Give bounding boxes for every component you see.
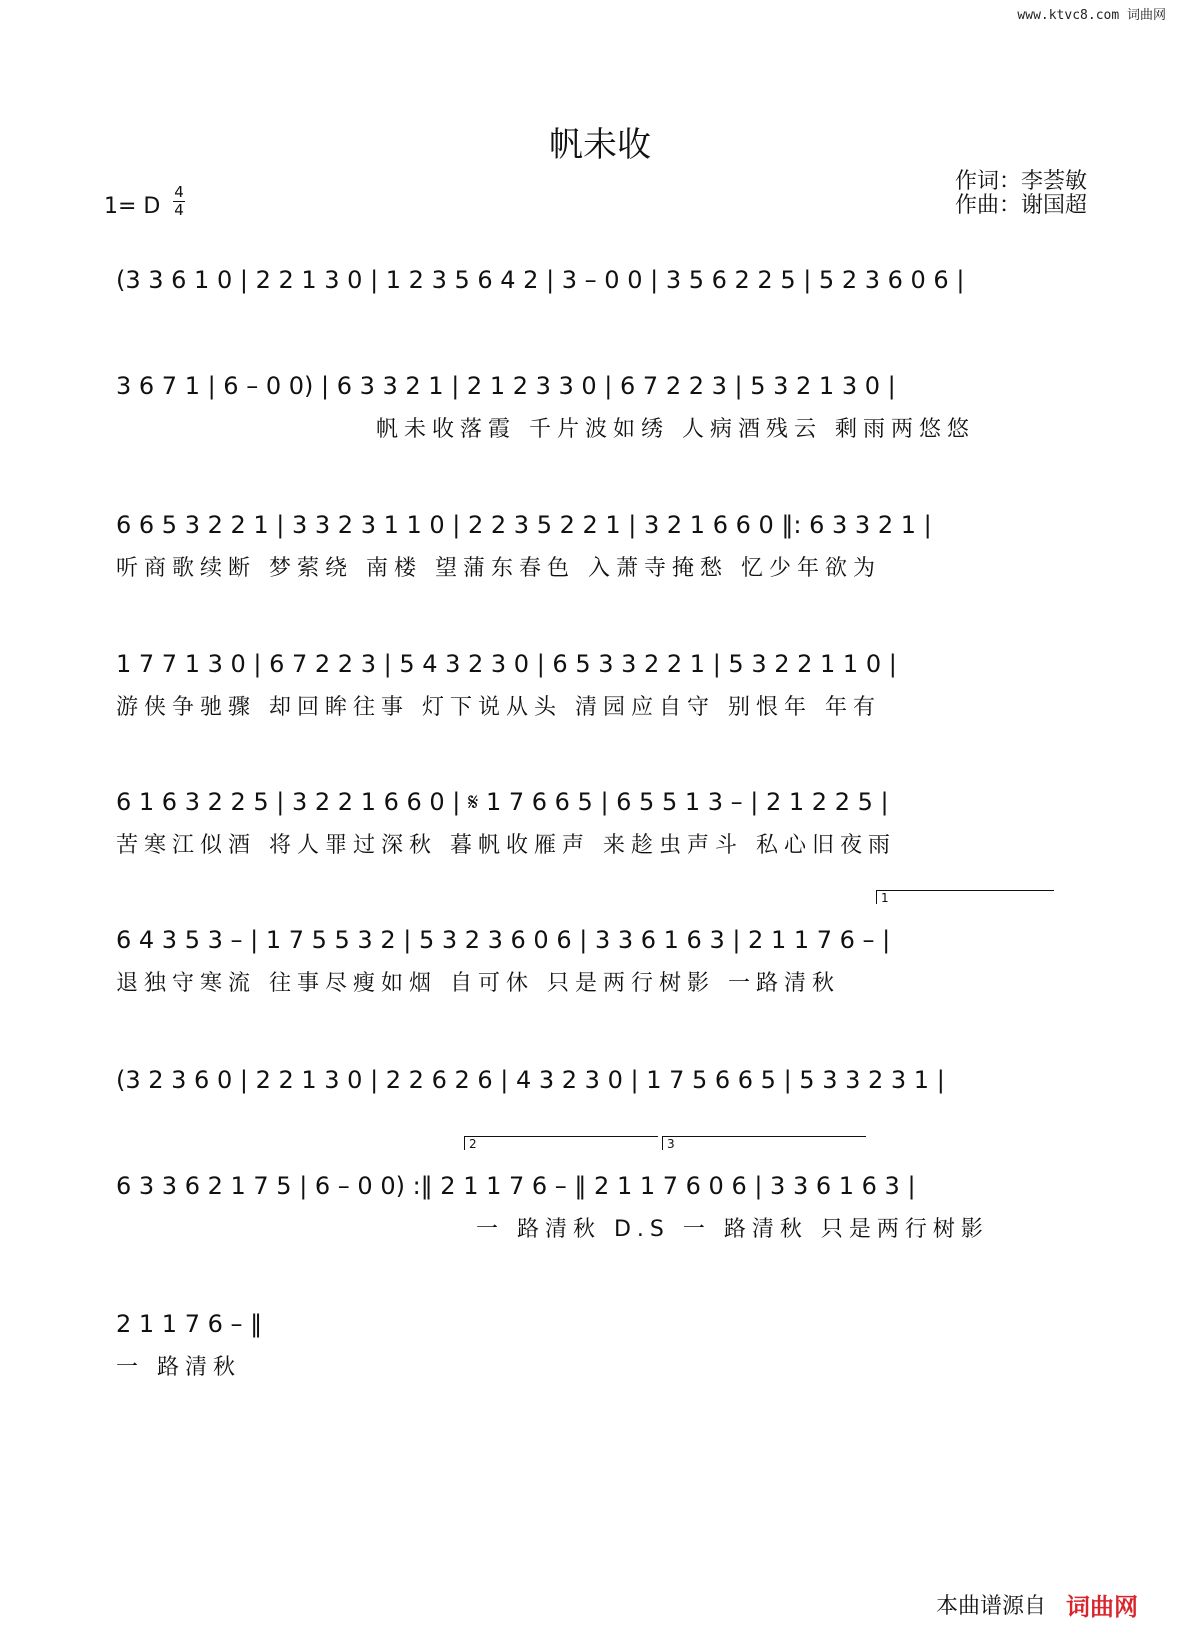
volta-number: 3 [667, 1137, 675, 1151]
notes-line: 6 6 5 3 2 2 1 | 3 3 2 3 1 1 0 | 2 2 3 5 2 2 1 | 3 2 1 6 6 0 ‖: 6 3 3 2 1 | [116, 511, 932, 539]
score-row-5 [116, 784, 1100, 858]
score-row-8 [116, 1168, 1100, 1242]
volta-bracket-2 [464, 1136, 658, 1150]
score-row-3 [116, 507, 1100, 581]
lyrics-line: 退独守寒流 往事尽瘦如烟 自可休 只是两行树影 一路清秋 [116, 971, 840, 996]
lyrics-line: 听商歌续断 梦萦绕 南楼 望蒲东春色 入萧寺掩愁 忆少年欲为 [116, 556, 881, 581]
notes-line: 3 6 7 1 | 6 – 0 0) | 6 3 3 2 1 | 2 1 2 3 3 0 | 6 7 2 2 3 | 5 3 2 1 3 0 | [116, 372, 896, 400]
lyrics-line: 一 路清秋 [116, 1355, 241, 1380]
site-logo[interactable]: 词曲网 [1066, 1593, 1138, 1621]
lyricist-credit: 作词：李荟敏 [955, 169, 1088, 194]
notes-line: 6 1 6 3 2 2 5 | 3 2 2 1 6 6 0 | 𝄋 1 7 6 6 5 | 6 5 5 1 3 – | 2 1 2 2 5 | [116, 788, 889, 816]
notes-line: 6 4 3 5 3 – | 1 7 5 5 3 2 | 5 3 2 3 6 0 6 | 3 3 6 1 6 3 | 2 1 1 7 6 – | [116, 926, 891, 954]
volta-bracket-3 [662, 1136, 866, 1150]
volta-number: 2 [469, 1137, 477, 1151]
watermark: www.ktvc8.com 词曲网 [1017, 8, 1166, 23]
lyrics-line: 一 路清秋 D.S 一 路清秋 只是两行树影 [476, 1217, 989, 1242]
meter-bottom: 4 [174, 201, 184, 219]
composer-credit: 作曲：谢国超 [955, 193, 1088, 218]
lyrics-line: 帆未收落霞 千片波如绣 人病酒残云 剩雨两悠悠 [376, 417, 975, 442]
time-signature [172, 184, 186, 219]
notes-line: (3 2 3 6 0 | 2 2 1 3 0 | 2 2 6 2 6 | 4 3 2 3 0 | 1 7 5 6 6 5 | 5 3 3 2 3 1 | [116, 1066, 945, 1094]
score-row-1 [116, 262, 1100, 322]
volta-number: 1 [881, 891, 889, 905]
score-row-9 [116, 1306, 1100, 1380]
volta-bracket-1 [876, 890, 1054, 904]
notes-line: 2 1 1 7 6 – ‖ [116, 1310, 263, 1338]
lyrics-line: 游侠争驰骤 却回眸往事 灯下说从头 清园应自守 别恨年 年有 [116, 695, 881, 720]
footer-source-label: 本曲谱源自 [935, 1594, 1046, 1619]
score-row-6 [116, 922, 1100, 996]
score-row-2 [116, 368, 1100, 442]
notes-line: (3 3 6 1 0 | 2 2 1 3 0 | 1 2 3 5 6 4 2 | 3 – 0 0 | 3 5 6 2 2 5 | 5 2 3 6 0 6 | [116, 266, 965, 294]
lyrics-line: 苦寒江似酒 将人罪过深秋 暮帆收雁声 来趁虫声斗 私心旧夜雨 [116, 833, 896, 858]
score-row-7 [116, 1062, 1100, 1122]
meter-top: 4 [174, 183, 184, 201]
score-row-4 [116, 646, 1100, 720]
notes-line: 1 7 7 1 3 0 | 6 7 2 2 3 | 5 4 3 2 3 0 | 6 5 3 3 2 2 1 | 5 3 2 2 1 1 0 | [116, 650, 897, 678]
key-signature: 1= D [104, 194, 161, 219]
notes-line: 6 3 3 6 2 1 7 5 | 6 – 0 0) :‖ 2 1 1 7 6 – ‖ 2 1 1 7 6 0 6 | 3 3 6 1 6 3 | [116, 1172, 916, 1200]
song-title: 帆未收 [549, 125, 651, 165]
